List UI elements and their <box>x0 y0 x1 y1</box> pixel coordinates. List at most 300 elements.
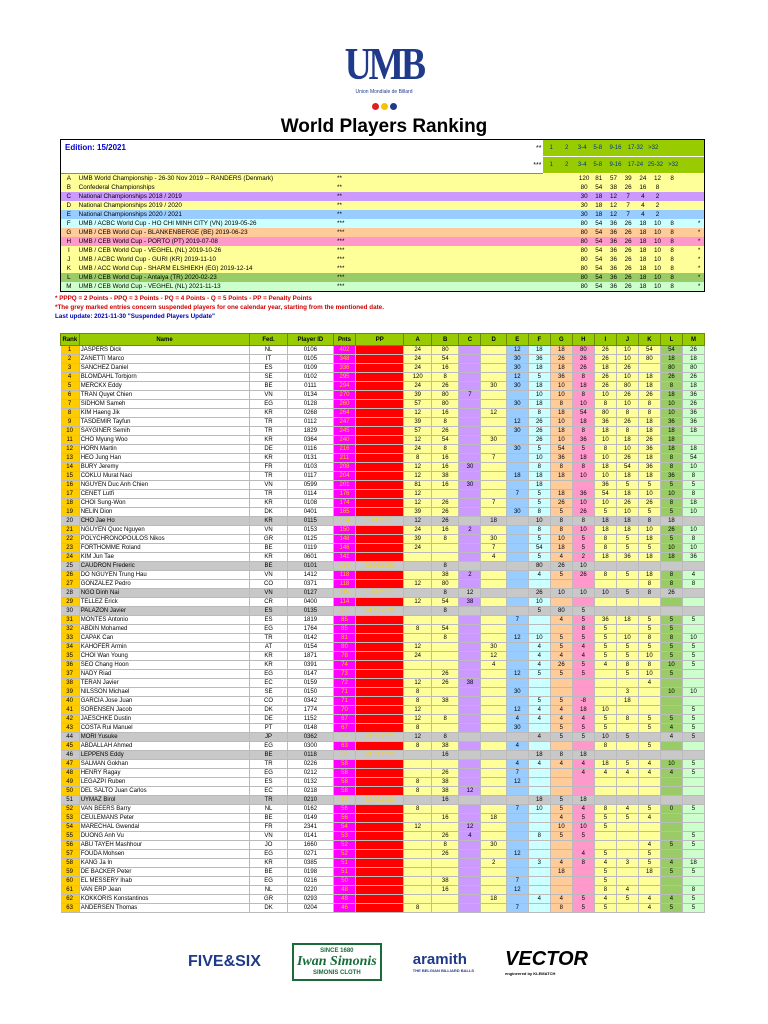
score-cell: 5 <box>616 544 638 553</box>
score-cell <box>459 661 481 670</box>
score-cell <box>459 877 481 886</box>
score-cell: 12 <box>506 346 528 355</box>
score-cell <box>459 715 481 724</box>
score-cell: 4 <box>528 652 550 661</box>
penalty-cell <box>356 652 404 661</box>
legend-points: 36 <box>609 220 617 227</box>
points-total: 165 <box>333 508 355 517</box>
legend-header <box>61 140 704 174</box>
score-cell: 5 <box>572 535 594 544</box>
score-cell <box>459 436 481 445</box>
federation: TR <box>250 796 287 805</box>
table-row <box>61 742 705 751</box>
score-cell <box>431 904 459 913</box>
legend-points: 7 <box>626 211 630 218</box>
federation: GR <box>250 535 287 544</box>
score-cell: 12 <box>404 733 432 742</box>
score-cell <box>550 841 572 850</box>
score-cell <box>616 625 638 634</box>
legend-desc: UMB / CEB World Cup - VEGHEL (NL) 2019-10-26 <box>78 247 222 254</box>
score-cell: 57 <box>404 427 432 436</box>
score-cell: 26 <box>594 382 616 391</box>
score-cell: 18 <box>616 697 638 706</box>
penalty-cell <box>356 481 404 490</box>
score-cell <box>459 346 481 355</box>
points-total: 56 <box>333 814 355 823</box>
score-cell: 54 <box>638 346 660 355</box>
score-cell: 7 <box>481 499 506 508</box>
penalty-cell <box>356 364 404 373</box>
score-cell <box>459 508 481 517</box>
player-id: 1412 <box>287 571 333 580</box>
score-cell <box>481 508 506 517</box>
score-cell: 10 <box>572 823 594 832</box>
score-cell <box>682 787 704 796</box>
score-cell: 26 <box>660 526 682 535</box>
player-id: 0364 <box>287 436 333 445</box>
points-total: 208 <box>333 463 355 472</box>
score-cell <box>660 679 682 688</box>
points-total: 63 <box>333 733 355 742</box>
score-cell: 39 <box>404 535 432 544</box>
player-id: 0226 <box>287 760 333 769</box>
rank-cell: 49 <box>61 778 80 787</box>
federation: VN <box>250 481 287 490</box>
score-cell <box>594 580 616 589</box>
table-row <box>61 544 705 553</box>
score-cell: 38 <box>431 778 459 787</box>
penalty-cell <box>356 508 404 517</box>
legend-desc: UMB / CEB World Cup - VEGHEL (NL) 2021-11-13 <box>78 283 221 290</box>
score-cell: 8 <box>431 373 459 382</box>
score-cell <box>528 580 550 589</box>
score-cell <box>481 481 506 490</box>
column-header: Pnts <box>333 334 355 346</box>
penalty-cell: 23.09.2021 <box>356 733 404 742</box>
score-cell <box>431 724 459 733</box>
penalty-cell <box>356 454 404 463</box>
score-cell: 4 <box>572 643 594 652</box>
score-cell: 5 <box>660 715 682 724</box>
score-cell <box>459 868 481 877</box>
penalty-cell <box>356 895 404 904</box>
penalty-cell <box>356 823 404 832</box>
score-cell <box>481 607 506 616</box>
score-cell: 18 <box>638 535 660 544</box>
score-cell: 4 <box>660 859 682 868</box>
player-id: 0148 <box>287 724 333 733</box>
legend-points: 18 <box>639 247 647 254</box>
table-row <box>61 805 705 814</box>
score-cell: 10 <box>572 562 594 571</box>
score-cell: 10 <box>550 823 572 832</box>
table-row <box>61 724 705 733</box>
score-cell <box>404 886 432 895</box>
score-cell <box>682 607 704 616</box>
legend-points: 4 <box>641 211 645 218</box>
player-id: 0385 <box>287 859 333 868</box>
rank-cell: 52 <box>61 805 80 814</box>
legend-points: 10 <box>653 283 661 290</box>
score-cell <box>572 886 594 895</box>
score-cell: 4 <box>616 805 638 814</box>
table-row <box>61 895 705 904</box>
score-cell <box>459 544 481 553</box>
score-cell: 5 <box>638 508 660 517</box>
score-cell <box>594 751 616 760</box>
score-cell: 10 <box>594 733 616 742</box>
legend-tier: *** <box>337 238 345 245</box>
rank-cell: 26 <box>61 571 80 580</box>
federation: BE <box>250 868 287 877</box>
score-cell: 8 <box>431 733 459 742</box>
score-cell: 5 <box>550 571 572 580</box>
score-cell: 10 <box>682 508 704 517</box>
player-name: UYMAZ Birol <box>79 796 250 805</box>
federation: KR <box>250 517 287 526</box>
score-cell <box>481 472 506 481</box>
score-cell <box>660 886 682 895</box>
score-cell <box>459 886 481 895</box>
score-cell <box>638 733 660 742</box>
score-cell: 18 <box>638 553 660 562</box>
score-cell: 10 <box>660 544 682 553</box>
score-cell: 5 <box>682 616 704 625</box>
score-cell <box>682 598 704 607</box>
score-cell: 10 <box>682 688 704 697</box>
player-name: ABDIN Mohamed <box>79 625 250 634</box>
score-cell: 4 <box>528 895 550 904</box>
legend-row <box>61 264 704 273</box>
score-cell: 5 <box>638 715 660 724</box>
score-cell: 54 <box>431 598 459 607</box>
player-id: 0118 <box>287 751 333 760</box>
score-cell: 7 <box>506 490 528 499</box>
score-cell <box>431 490 459 499</box>
legend-points: 18 <box>595 193 603 200</box>
legend-row <box>61 183 704 192</box>
score-cell: 5 <box>572 670 594 679</box>
rank-cell: 35 <box>61 652 80 661</box>
legend-mark: * <box>697 274 701 281</box>
score-cell <box>616 742 638 751</box>
player-id: 0400 <box>287 598 333 607</box>
legend-points: 54 <box>595 184 603 191</box>
rank-cell: 3 <box>61 364 80 373</box>
score-cell: 12 <box>481 652 506 661</box>
legend-points: 54 <box>595 220 603 227</box>
score-cell <box>459 706 481 715</box>
score-cell: 18 <box>638 373 660 382</box>
player-id: 0293 <box>287 895 333 904</box>
score-cell <box>506 526 528 535</box>
legend-points: 18 <box>639 229 647 236</box>
score-cell: 10 <box>528 598 550 607</box>
score-cell: 7 <box>506 805 528 814</box>
score-cell <box>528 841 550 850</box>
legend-desc: UMB / ACC World Cup - SHARM ELSHIEKH (EG) 2019-12-14 <box>78 265 253 272</box>
score-cell: 12 <box>404 472 432 481</box>
score-cell <box>682 850 704 859</box>
placement-cell: 3-4 <box>577 162 587 168</box>
table-row <box>61 553 705 562</box>
score-cell <box>682 697 704 706</box>
score-cell <box>638 787 660 796</box>
score-cell: 10 <box>616 400 638 409</box>
score-cell: 54 <box>431 355 459 364</box>
score-cell: 5 <box>616 535 638 544</box>
score-cell <box>594 778 616 787</box>
rank-cell: 47 <box>61 760 80 769</box>
score-cell: 8 <box>404 724 432 733</box>
score-cell: 4 <box>550 652 572 661</box>
score-cell: 26 <box>594 355 616 364</box>
score-cell <box>459 355 481 364</box>
points-total: 270 <box>333 391 355 400</box>
score-cell: 7 <box>506 769 528 778</box>
score-cell: 26 <box>660 589 682 598</box>
score-cell <box>506 391 528 400</box>
score-cell: 10 <box>682 463 704 472</box>
score-cell: 18 <box>660 355 682 364</box>
score-cell <box>506 895 528 904</box>
score-cell: 5 <box>616 814 638 823</box>
score-cell: 10 <box>550 418 572 427</box>
player-id: 0362 <box>287 733 333 742</box>
score-cell: 8 <box>404 454 432 463</box>
table-row <box>61 679 705 688</box>
score-cell <box>660 598 682 607</box>
table-row <box>61 373 705 382</box>
score-cell: 18 <box>572 751 594 760</box>
player-id: 0159 <box>287 679 333 688</box>
legend-points: 7 <box>626 193 630 200</box>
score-cell <box>682 589 704 598</box>
points-total: 146 <box>333 544 355 553</box>
score-cell: 10 <box>572 400 594 409</box>
federation: KR <box>250 409 287 418</box>
score-cell: 8 <box>682 535 704 544</box>
player-name: COKLU Murat Naci <box>79 472 250 481</box>
points-total: 74 <box>333 661 355 670</box>
legend-points: 10 <box>653 265 661 272</box>
score-cell: 8 <box>572 427 594 436</box>
score-cell <box>481 751 506 760</box>
table-row <box>61 508 705 517</box>
score-cell <box>431 895 459 904</box>
points-total: 51 <box>333 859 355 868</box>
score-cell <box>572 679 594 688</box>
score-cell: 54 <box>550 445 572 454</box>
score-cell <box>459 364 481 373</box>
penalty-cell <box>356 616 404 625</box>
score-cell <box>616 850 638 859</box>
rank-cell: 61 <box>61 886 80 895</box>
score-cell: 26 <box>431 508 459 517</box>
score-cell: 10 <box>528 517 550 526</box>
vector-text: VECTOR <box>505 948 588 970</box>
legend-points: 8 <box>670 256 674 263</box>
score-cell: 10 <box>660 409 682 418</box>
score-cell <box>506 859 528 868</box>
score-cell: 16 <box>431 409 459 418</box>
table-row <box>61 643 705 652</box>
points-total: 72 <box>333 679 355 688</box>
points-total: 58 <box>333 760 355 769</box>
table-row <box>61 778 705 787</box>
update-note: Last update: 2021-11-30 "Suspended Players Update" <box>55 313 215 320</box>
placement-cell: 9-16 <box>609 145 622 151</box>
player-name: KANG Ja In <box>79 859 250 868</box>
score-cell <box>616 751 638 760</box>
score-cell <box>528 688 550 697</box>
legend-points: 18 <box>639 256 647 263</box>
score-cell: 18 <box>572 418 594 427</box>
score-cell: 5 <box>572 895 594 904</box>
score-cell <box>459 859 481 868</box>
points-total: 58 <box>333 778 355 787</box>
player-id: 0153 <box>287 526 333 535</box>
score-cell: 36 <box>660 472 682 481</box>
score-cell: 26 <box>431 769 459 778</box>
score-cell: 5 <box>528 490 550 499</box>
score-cell <box>404 796 432 805</box>
score-cell: 30 <box>506 508 528 517</box>
federation: EC <box>250 679 287 688</box>
table-row <box>61 562 705 571</box>
logo-subtitle: Union Mondiale de Billard <box>355 89 413 95</box>
legend-points: 36 <box>609 256 617 263</box>
score-cell: 5 <box>594 715 616 724</box>
column-header: PP <box>356 334 404 346</box>
penalty-cell <box>356 382 404 391</box>
rank-cell: 56 <box>61 841 80 850</box>
score-cell: 10 <box>682 544 704 553</box>
score-cell: 12 <box>404 409 432 418</box>
score-cell: 24 <box>404 364 432 373</box>
score-cell: 36 <box>682 391 704 400</box>
score-cell <box>404 868 432 877</box>
player-name: COSTA Rui Manuel <box>79 724 250 733</box>
points-total: 53 <box>333 832 355 841</box>
points-total: 295 <box>333 373 355 382</box>
score-cell <box>404 814 432 823</box>
penalty-cell <box>356 706 404 715</box>
score-cell: 36 <box>594 418 616 427</box>
points-total: 201 <box>333 481 355 490</box>
legend-points <box>665 183 680 192</box>
score-cell: 10 <box>616 355 638 364</box>
score-cell <box>459 562 481 571</box>
score-cell: 30 <box>506 400 528 409</box>
player-id: 0102 <box>287 373 333 382</box>
column-header: Rank <box>61 334 80 346</box>
legend-mark <box>694 183 704 192</box>
score-cell: 8 <box>616 715 638 724</box>
score-cell <box>506 751 528 760</box>
placement-cell: 1 <box>549 162 553 168</box>
score-cell: 5 <box>616 481 638 490</box>
score-cell <box>506 787 528 796</box>
score-cell: 10 <box>594 436 616 445</box>
federation: EG <box>250 850 287 859</box>
federation: BE <box>250 562 287 571</box>
score-cell <box>506 517 528 526</box>
legend-tier: ** <box>337 202 342 209</box>
score-cell: 16 <box>431 454 459 463</box>
score-cell: 5 <box>660 841 682 850</box>
score-cell <box>459 382 481 391</box>
score-cell <box>404 769 432 778</box>
legend-body <box>61 174 704 291</box>
score-cell <box>572 787 594 796</box>
rank-cell: 45 <box>61 742 80 751</box>
score-cell <box>594 679 616 688</box>
player-id: 0117 <box>287 472 333 481</box>
score-cell: 5 <box>682 895 704 904</box>
score-cell: 18 <box>616 490 638 499</box>
logo-dot <box>381 103 388 110</box>
player-name: BLOMDAHL Torbjorn <box>79 373 250 382</box>
player-id: 0119 <box>287 544 333 553</box>
player-name: NELIN Dion <box>79 508 250 517</box>
player-id: 0103 <box>287 463 333 472</box>
score-cell: 18 <box>638 418 660 427</box>
score-cell <box>550 679 572 688</box>
legend-points: 10 <box>653 238 661 245</box>
score-cell: 5 <box>594 814 616 823</box>
score-cell: 26 <box>431 382 459 391</box>
legend-points: 80 <box>580 283 588 290</box>
score-cell: 7 <box>506 616 528 625</box>
score-cell: 36 <box>682 409 704 418</box>
score-cell <box>594 832 616 841</box>
federation: DK <box>250 706 287 715</box>
score-cell: 4 <box>660 769 682 778</box>
score-cell: 7 <box>481 454 506 463</box>
table-row <box>61 670 705 679</box>
score-cell: 8 <box>594 535 616 544</box>
placement-cell: 2 <box>565 145 569 151</box>
score-cell <box>481 769 506 778</box>
table-row <box>61 850 705 859</box>
score-cell: 4 <box>550 760 572 769</box>
score-cell: 26 <box>638 436 660 445</box>
score-cell: 16 <box>431 814 459 823</box>
legend-code: C <box>66 193 72 200</box>
legend-desc: Confederal Championships <box>78 184 155 191</box>
score-cell: 16 <box>431 751 459 760</box>
score-cell: 2 <box>459 526 481 535</box>
player-id: 0132 <box>287 778 333 787</box>
rank-cell: 19 <box>61 508 80 517</box>
legend-desc: UMB / CEB World Cup - Antalya (TR) 2020-02-23 <box>78 274 217 281</box>
score-cell: 4 <box>682 571 704 580</box>
legend-points: 36 <box>609 274 617 281</box>
score-cell: 18 <box>594 760 616 769</box>
legend-points <box>680 282 695 291</box>
score-cell: 18 <box>550 472 572 481</box>
score-cell: 5 <box>616 760 638 769</box>
score-cell <box>682 796 704 805</box>
score-cell: 18 <box>660 391 682 400</box>
score-cell: 7 <box>481 544 506 553</box>
score-cell: 12 <box>404 517 432 526</box>
player-id: 0106 <box>287 346 333 355</box>
legend-points: 8 <box>670 238 674 245</box>
placement-cell: 2 <box>565 162 569 168</box>
player-name: SALMAN Gokhan <box>79 760 250 769</box>
